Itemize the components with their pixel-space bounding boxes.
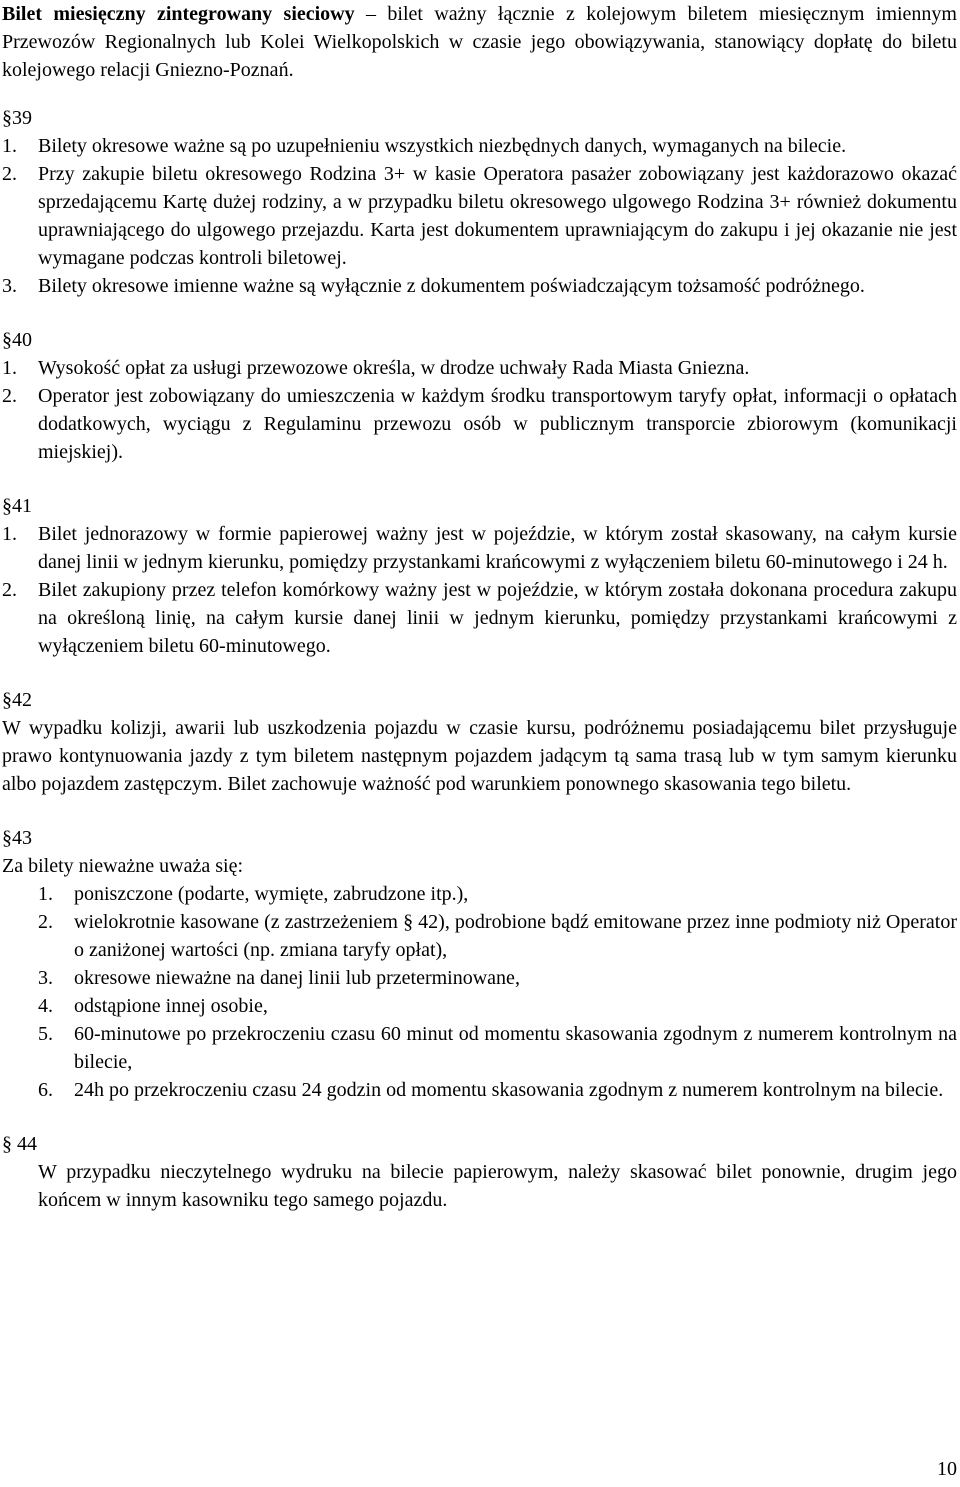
list-item [2, 382, 957, 466]
list-item [2, 1020, 957, 1076]
list-item [2, 272, 957, 300]
item-text: Operator jest zobowiązany do umieszczenia w każdym środku transportowym taryfy opłat, informacji o opłatach dodatkowych, wyciągu z Regulaminu przewozu osób w publicznym transporcie zbiorowym (komunikacji miejskiej). [38, 385, 957, 463]
invalid-tickets-list [2, 880, 957, 1104]
section-heading: §43 [2, 827, 32, 849]
item-number: 5. [38, 1023, 53, 1045]
intro-text: – bilet ważny łącznie z kolejowym biletem miesięcznym imiennym Przewozów Regionalnych lub Kolei Wielkopolskich w czasie jego obowiązywania, stanowiący dopłatę do biletu kolejowego relacji Gniezno-Poznań. [2, 3, 957, 81]
item-number: 2. [2, 163, 17, 185]
list-item [2, 1076, 957, 1104]
list-item [2, 576, 957, 660]
section-heading: §40 [2, 329, 32, 351]
intro-paragraph [2, 0, 957, 84]
item-text: Bilety okresowe imienne ważne są wyłącznie z dokumentem poświadczającym tożsamość podróżnego. [38, 275, 865, 297]
item-text: wielokrotnie kasowane (z zastrzeżeniem § 42), podrobione bądź emitowane przez inne podmioty niż Operator o zaniżonej wartości (np. zmiana taryfy opłat), [74, 911, 957, 961]
list-lead: Za bilety nieważne uważa się: [2, 855, 243, 877]
item-number: 1. [38, 883, 53, 905]
item-text: okresowe nieważne na danej linii lub przeterminowane, [74, 967, 520, 989]
list-item [2, 354, 957, 382]
item-text: Wysokość opłat za usługi przewozowe określa, w drodze uchwały Rada Miasta Gniezna. [38, 357, 750, 379]
item-number: 2. [38, 911, 53, 933]
intro-bold-term: Bilet miesięczny zintegrowany sieciowy [2, 3, 355, 25]
section-41 [2, 492, 957, 660]
section-39 [2, 104, 957, 300]
section-heading: § 44 [2, 1133, 37, 1155]
item-number: 6. [38, 1079, 53, 1101]
item-text: Bilet zakupiony przez telefon komórkowy ważny jest w pojeździe, w którym została dokonana procedura zakupu na określoną linię, na całym kursie danej linii w jednym kierunku, pomiędzy przystankami krańcowymi z wyłączeniem biletu 60-minutowego. [38, 579, 957, 657]
page-number: 10 [937, 1458, 957, 1480]
section-heading: §42 [2, 689, 32, 711]
list-item [2, 160, 957, 272]
list-item [2, 880, 957, 908]
section-42 [2, 686, 957, 798]
item-number: 1. [2, 135, 17, 157]
item-number: 1. [2, 357, 17, 379]
section-heading: §39 [2, 107, 32, 129]
list-item [2, 132, 957, 160]
item-number: 3. [38, 967, 53, 989]
item-number: 1. [2, 523, 17, 545]
list-item [2, 520, 957, 576]
item-text: 24h po przekroczeniu czasu 24 godzin od momentu skasowania zgodnym z numerem kontrolnym na bilecie. [74, 1079, 944, 1101]
item-text: Przy zakupie biletu okresowego Rodzina 3+ w kasie Operatora pasażer zobowiązany jest każdorazowo okazać sprzedającemu Kartę dużej rodziny, a w przypadku biletu okresowego ulgowego Rodzina 3+ również dokumentu uprawniającego do ulgowego przejazdu. Karta jest dokumentem uprawniającym do zakupu i jej okazanie nie jest wymagane podczas kontroli biletowej. [38, 163, 957, 269]
item-text: Bilety okresowe ważne są po uzupełnieniu wszystkich niezbędnych danych, wymaganych na bilecie. [38, 135, 847, 157]
item-text: odstąpione innej osobie, [74, 995, 268, 1017]
item-number: 2. [2, 579, 17, 601]
list-item [2, 908, 957, 964]
item-text: poniszczone (podarte, wymięte, zabrudzone itp.), [74, 883, 469, 905]
item-text: Bilet jednorazowy w formie papierowej ważny jest w pojeździe, w którym został skasowany, na całym kursie danej linii w jednym kierunku, pomiędzy przystankami krańcowymi z wyłączeniem biletu 60-minutowego i 24 h. [38, 523, 957, 573]
item-number: 4. [38, 995, 53, 1017]
list-item [2, 964, 957, 992]
section-text: W wypadku kolizji, awarii lub uszkodzenia pojazdu w czasie kursu, podróżnemu posiadającemu bilet przysługuje prawo kontynuowania jazdy z tym biletem następnym pojazdem jadącym tą sama trasą lub w tym samym kierunku albo pojazdem zastępczym. Bilet zachowuje ważność pod warunkiem ponownego skasowania tego biletu. [2, 717, 957, 795]
section-43 [2, 824, 957, 1104]
item-text: 60-minutowe po przekroczeniu czasu 60 minut od momentu skasowania zgodnym z numerem kontrolnym na bilecie, [74, 1023, 957, 1073]
section-heading: §41 [2, 495, 32, 517]
section-44 [2, 1130, 957, 1214]
item-number: 2. [2, 385, 17, 407]
list-item [2, 992, 957, 1020]
section-text: W przypadku nieczytelnego wydruku na bilecie papierowym, należy skasować bilet ponownie, drugim jego końcem w innym kasowniku tego samego pojazdu. [38, 1161, 957, 1211]
section-40 [2, 326, 957, 466]
item-number: 3. [2, 275, 17, 297]
